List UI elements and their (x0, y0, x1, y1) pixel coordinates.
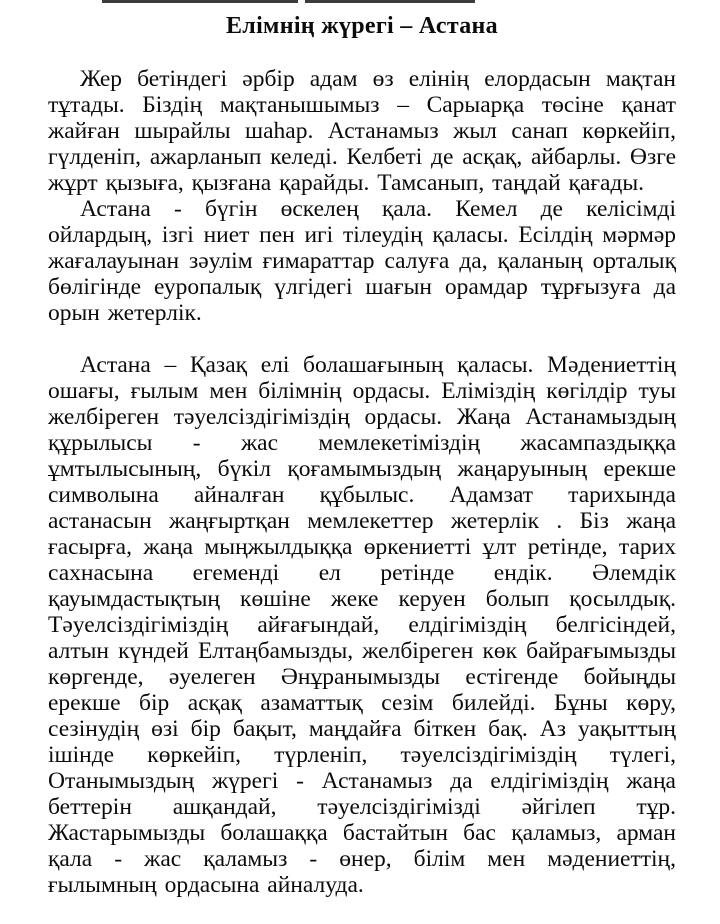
paragraph-1: Жер бетіндегі әрбір адам өз елінің елордасын мақтан тұтады. Біздің мақтанышымыз – Сарыарқа төсіне қанат жайған шырайлы шаһар. Астанамыз жыл санап көркейіп, гүлденіп, ажарланып келеді. Келбеті де асқақ, айбарлы. Өзге жұрт қызыға, қызғана қарайды. Тамсанып, таңдай қағады. (48, 66, 676, 196)
scan-artifact-top-right (305, 0, 475, 3)
document-title: Елімнің жүрегі – Астана (226, 13, 498, 39)
scan-artifact-top-left (102, 0, 298, 3)
paragraph-3: Астана – Қазақ елі болашағының қаласы. Мәдениеттің ошағы, ғылым мен білімнің ордасы. Еліміздің көгілдір туы желбіреген тәуелсіздігіміздің ордасы. Жаңа Астанамыздың құрылысы - жас мемлекетіміздің жасампаздыққа ұмтылысының, бүкіл қоғамымыздың жаңаруының ерекше символына айналған құбылыс. Адамзат тарихында астанасын жаңғыртқан мемлекеттер жетерлік . Біз жаңа ғасырға, жаңа мыңжылдыққа өркениетті ұлт ретінде, тарих сахнасына егеменді ел ретінде ендік. Әлемдік қауымдастықтың көшіне жеке керуен болып қосылдық. Тәуелсіздігіміздің айғағындай, елдігіміздің белгісіндей, алтын күндей Елтаңбамызды, желбіреген көк байрағымызды көргенде, әуелеген Әнұранымызды естігенде бойыңды ерекше бір асқақ азаматтық сезім билейді. Бұны көру, сезінудің өзі бір бақыт, маңдайға біткен бақ. Аз уақыттың ішінде көркейіп, түрленіп, тәуелсіздігіміздің түлегі, Отанымыздың жүрегі - Астанамыз да елдігіміздің жаңа беттерін ашқандай, тәуелсіздігімізді әйгілеп тұр. Жастарымызды болашаққа бастайтын бас қаламыз, арман қала - жас қаламыз - өнер, білім мен мәдениеттің, ғылымның ордасына айналуда. (48, 352, 676, 898)
paragraph-2: Астана - бүгін өскелең қала. Кемел де келісімді ойлардың, ізгі ниет пен игі тілеудің қаласы. Есілдің мәрмәр жағалауынан зәулім ғимараттар салуға да, қаланың орталық бөлігінде еуропалық үлгідегі шағын орамдар тұрғызуға да орын жетерлік. (48, 196, 676, 326)
